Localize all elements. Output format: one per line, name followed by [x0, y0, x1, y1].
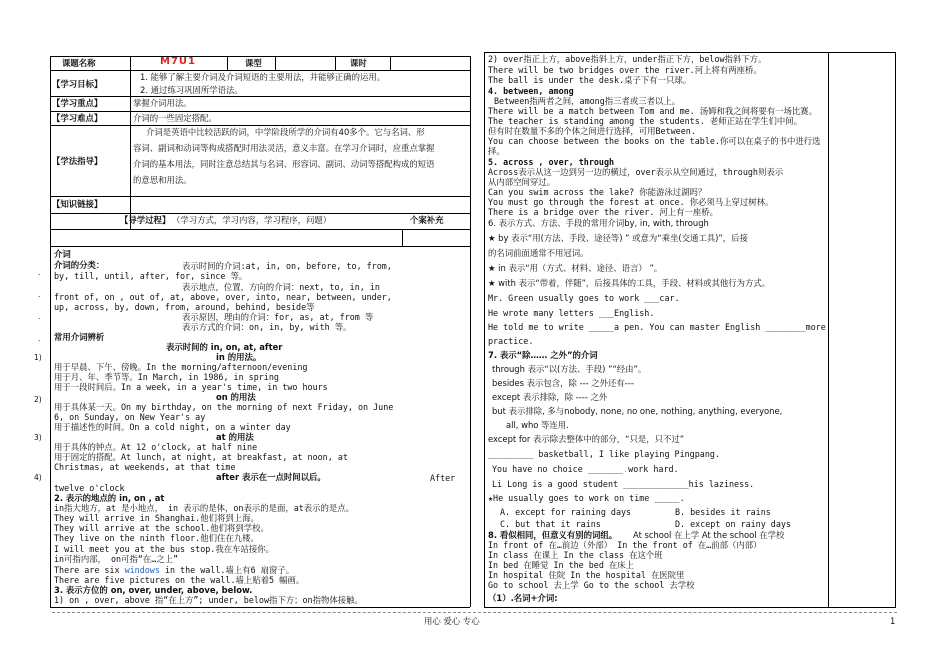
option-c: C. but that it rains	[500, 519, 601, 529]
text-line: 用于月、年、季节等。In March, in 1986, in spring	[54, 372, 279, 382]
text-line: 但有时在数量不多的个体之间进行选择，可用Between.	[488, 126, 696, 136]
course-name-label: 课题名称	[62, 58, 96, 68]
text-line: 用于具体的钟点。At 12 o'clock, at half nine	[54, 442, 258, 452]
option-a: A. except for raining days	[500, 507, 632, 517]
text-line: by, till, until, after, for, since 等。	[54, 271, 248, 281]
text-line: You must go through the forest at once. 你必须马上穿过树林。	[488, 197, 774, 207]
method-line-2: 容词、副词和动词等构成搭配时用法灵活，意义丰富。在学习介词时，应重点掌握	[133, 143, 435, 153]
section-heading: 2. 表示的地点的 in, on , at	[54, 493, 165, 503]
text-line: 用于具体某一天。On my birthday, on the morning of next Friday, on June	[54, 402, 394, 412]
section-heading: 6. 表示方式、方法、手段的常用介词by, in, with, through	[488, 218, 709, 228]
text-line: In hospital 住院 In the hospital 在医院里	[488, 570, 685, 580]
text-line: Can you swim across the lake? 你能游泳过湖吗？	[488, 187, 707, 197]
text-line: He wrote many letters ___English.	[488, 308, 655, 318]
text-line: in指大地方，at 是小地点， in 表示的是体，on表示的是面，at表示的是点。	[54, 503, 355, 513]
section-heading: 7. 表示“除…… 之外”的介词	[488, 350, 598, 360]
text-line: up, across, by, down, from, around, behind, beside等	[54, 302, 315, 312]
text-line: The ball is under the desk.桌子下有一只球。	[488, 75, 692, 85]
method-line-3: 介词的基本用法，同时注意总结其与名词、形容词、副词、动词等搭配构成的短语	[133, 159, 435, 169]
text-line: You have no choice _______.work hard.	[492, 464, 679, 474]
text-line: 1) on , over, above 指“在上方”; under, below指下方；on指物体接触。	[54, 595, 363, 605]
section-subtitle: 介词的分类：	[54, 260, 105, 270]
page-number: 1	[890, 616, 896, 626]
process-note: （学习方式，学习内容，学习程序，问题）	[172, 215, 332, 225]
section-heading: 表示时间的 in, on, at, after	[166, 342, 283, 352]
text-line: In bed 在睡觉 In the bed 在床上	[488, 560, 635, 570]
text-line: Between指两者之间，among指三者或三者以上。	[494, 96, 681, 106]
text-line: He told me to write _____a pen. You can master English ________more	[488, 322, 826, 332]
margin-number: 3)	[34, 433, 42, 442]
text-line: ★ in 表示“用（方式、材料、途径、语言） ”。	[488, 263, 663, 273]
section-heading: 3. 表示方位的 on, over, under, above, below.	[54, 585, 253, 595]
section-heading: 8. 看似相同，但意义有别的词组。	[488, 530, 618, 540]
text-line: Go to school 去上学 Go to the school 去学校	[488, 580, 695, 590]
text-line: There will be a match between Tom and me. 汤姆和我之间将要有一场比赛。	[488, 106, 818, 116]
text-line: besides 表示包含，除 --- 之外还有---	[492, 378, 634, 388]
margin-number: 4)	[34, 473, 42, 482]
section-title: 常用介词辨析	[54, 332, 105, 342]
margin-dot: .	[38, 312, 41, 321]
text-line: Mr. Green usually goes to work ___car.	[488, 293, 680, 303]
text-line: In front of 在…前边（外部） In the front of 在…前部（内部）	[488, 540, 762, 550]
section-heading: 5. across , over, through	[488, 157, 615, 167]
text-line: _________ basketball, I like playing Pingpang.	[488, 449, 720, 459]
text-line: They will arrive at the school.他们将到学校。	[54, 523, 269, 533]
key-point-value: 掌握介词用法。	[133, 98, 192, 108]
text-line: 从内部空间穿过。	[488, 177, 555, 187]
text-line: 2) over指正上方，above指斜上方，under指正下方，below指斜下方。	[488, 54, 767, 64]
text-line: 用于描述性的时间。On a cold night, on a winter day	[54, 422, 291, 432]
text-line: ★ with 表示“带着，伴随”，后接具体的工具，手段、材料或其他行为方式。	[488, 278, 771, 288]
text-line: 6, on Sunday, on New Year's ay	[54, 412, 206, 422]
method-line-1: 介词是英语中比较活跃的词，中学阶段所学的介词有40多个。它与名词、形	[146, 127, 425, 137]
section-heading: after 表示在一点时间以后。	[216, 472, 326, 482]
text-line: 表示方式的介词：on, in, by, with 等。	[182, 322, 352, 332]
goal-label: 【学习目标】	[52, 79, 103, 89]
text-line: There are five pictures on the wall.墙上贴着5 幅画。	[54, 575, 305, 585]
option-b: B. besides it rains	[675, 507, 771, 517]
text-line: 用于早晨、下午、傍晚。In the morning/afternoon/evening	[54, 362, 308, 372]
section-heading: at 的用法	[216, 432, 254, 442]
method-line-4: 的意思和用法。	[133, 175, 192, 185]
period-label: 课时	[350, 58, 367, 68]
lesson-type-label: 课型	[245, 58, 262, 68]
key-point-label: 【学习重点】	[52, 98, 103, 108]
text-line: 用于一段时间后。In a week, in a year's time, in two hours	[54, 382, 328, 392]
text-line: There are six windows in the wall.墙上有6 扇窗子。	[54, 565, 295, 575]
text-line: ★ by 表示“用(方法、手段、途径等) ” 或意为“乘坐(交通工具)”，后接	[488, 233, 748, 243]
text-line: 表示时间的介词:at, in, on, before, to, from,	[182, 261, 392, 271]
option-d: D. except on rainy days	[675, 519, 791, 529]
supplement-label: 个案补充	[410, 215, 444, 225]
text-line: Across表示从这一边到另一边的横过，over表示从空间通过，through则表示	[488, 167, 784, 177]
text-line: 择。	[488, 146, 505, 156]
section-title: 介词	[54, 249, 71, 259]
text-line: They will arrive in Shanghai.他们将到上海。	[54, 513, 259, 523]
goal-1: 1. 能够了解主要介词及介词短语的主要用法，并能够正确的运用。	[140, 72, 386, 82]
text-line: practice.	[488, 336, 534, 346]
section-heading: on 的用法	[216, 392, 256, 402]
text-line: I will meet you at the bus stop.我在车站接你。	[54, 544, 274, 554]
margin-dot: .	[38, 334, 41, 343]
process-label: 【导学过程】	[120, 215, 171, 225]
margin-dot: .	[38, 268, 41, 277]
text-line: They live on the ninth floor.他们住在九楼。	[54, 533, 259, 543]
section-heading: 4. between, among	[488, 86, 574, 96]
text-line: twelve o'clock	[54, 483, 125, 493]
section-heading: （1）.名词+介词:	[488, 593, 558, 603]
text-line: ★He usually goes to work on time _____.	[488, 493, 685, 503]
text-line: all, who 等连用.	[506, 420, 569, 430]
method-label: 【学法指导】	[52, 156, 103, 166]
text-line: in可指内部， on可指“在…之上”	[54, 554, 179, 564]
goal-2: 2. 通过练习巩固所学语法。	[140, 85, 243, 95]
text-line: through 表示“以(方法、手段) ”“经由”。	[492, 364, 647, 374]
margin-dot: .	[38, 290, 41, 299]
text-line: At school 在上学 At the school 在学校	[633, 530, 785, 540]
text-line: The teacher is standing among the students. 老师正站在学生们中间。	[488, 116, 802, 126]
text-line: 用于固定的搭配。At lunch, at night, at breakfast, at noon, at	[54, 452, 348, 462]
text-line: 的名词前面通常不用冠词。	[488, 248, 589, 258]
text-line: You can choose between the books on the table.你可以在桌子的书中进行选	[488, 136, 821, 146]
difficulty-label: 【学习难点】	[52, 113, 103, 123]
text-line: 表示地点，位置，方向的介词：next, to, in, in	[182, 282, 380, 292]
text-line: In class 在课上 In the class 在这个班	[488, 550, 663, 560]
text-line: There is a bridge over the river. 河上有一座桥。	[488, 207, 719, 217]
footer-text: 用心 爱心 专心	[424, 616, 480, 626]
text-line: 表示原因，理由的介词：for, as, at, from 等	[182, 312, 374, 322]
text-line: front of, on , out of, at, above, over, into, near, between, under,	[54, 292, 392, 302]
text-line: Christmas, at weekends, at that time	[54, 462, 236, 472]
course-name-value: M7U1	[160, 56, 196, 67]
text-line: except 表示排除，除 ---- 之外	[492, 392, 608, 402]
text-line: After	[430, 473, 456, 483]
text-line: Li Long is a good student _____________his laziness.	[492, 479, 755, 489]
text-line: except for 表示除去整体中的部分，“只是，只不过”	[488, 434, 685, 444]
margin-number: 1)	[34, 353, 42, 362]
text-line: but 表示排除, 多与nobody, none, no one, nothing, anything, everyone,	[492, 406, 783, 416]
difficulty-value: 介词的一些固定搭配。	[133, 113, 217, 123]
margin-number: 2)	[34, 395, 42, 404]
knowledge-link-label: 【知识链接】	[52, 199, 103, 209]
text-line: There will be two bridges over the river.河上将有两座桥。	[488, 65, 762, 75]
section-heading: in 的用法。	[216, 352, 262, 362]
